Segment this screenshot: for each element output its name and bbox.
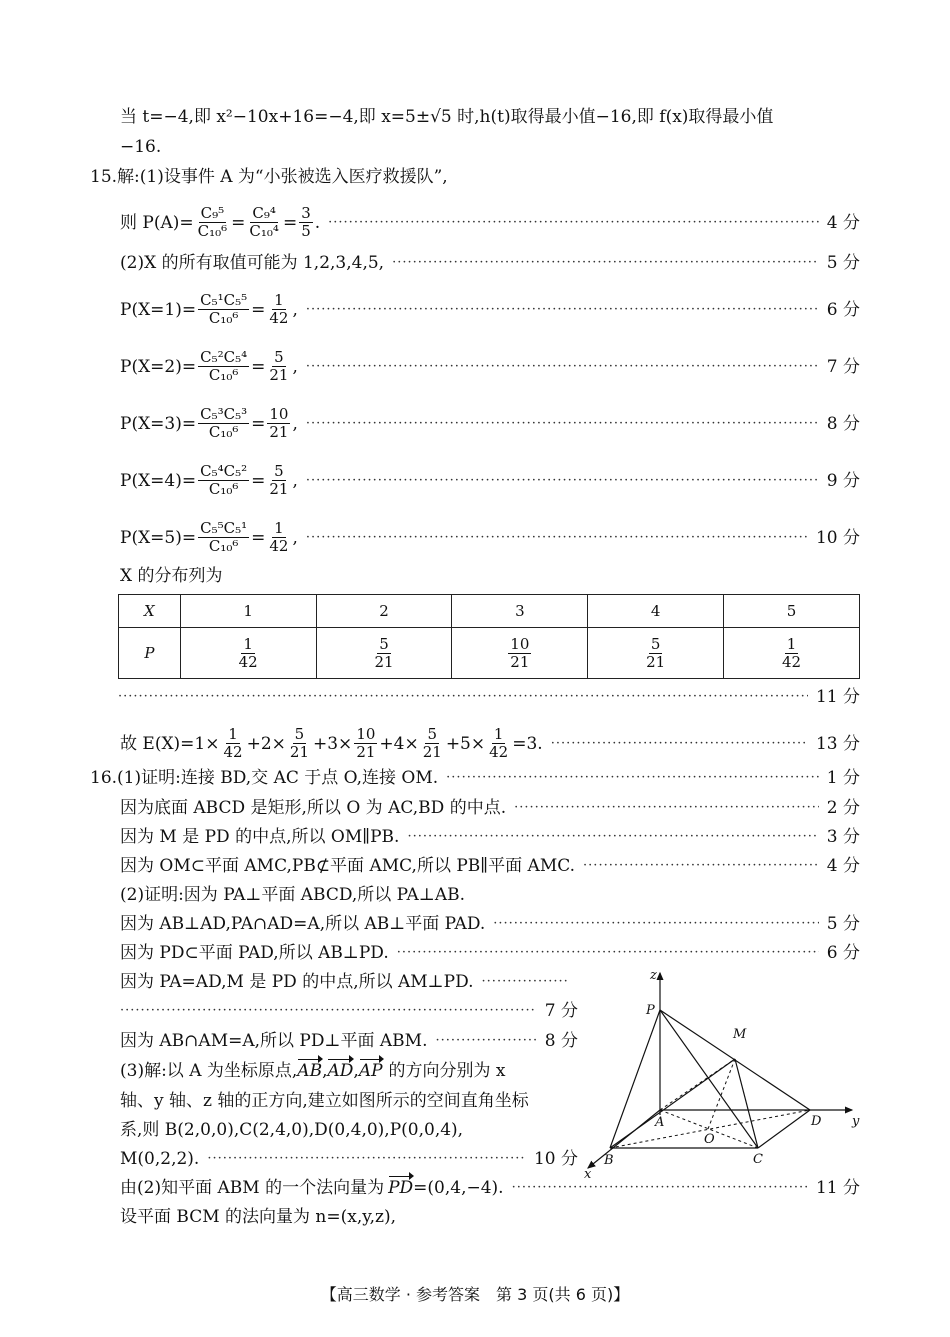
text: P(X=1)= (120, 299, 197, 320)
text: P(X=5)= (120, 527, 197, 548)
table-cell (452, 628, 588, 679)
edge-pb (610, 1010, 660, 1148)
vector-ab: AB (297, 1061, 323, 1081)
text: +4× (379, 733, 419, 754)
pyramid-figure (580, 965, 870, 1180)
answer-line-pa (120, 205, 860, 240)
text: +5× (445, 733, 486, 754)
fraction (267, 520, 290, 555)
answer-line (120, 855, 860, 877)
dot-leader (551, 733, 808, 755)
text: 因为 AB⊥AD,PA∩AD=A,所以 AB⊥平面 PAD. (120, 914, 486, 934)
score: 9 分 (826, 470, 860, 491)
fraction-num: 5 (274, 348, 284, 366)
fraction-num: 10 (356, 725, 376, 743)
text: , (292, 299, 298, 320)
fraction-num: 5 (427, 725, 438, 743)
fraction-den: 21 (356, 743, 376, 761)
score: 6 分 (826, 943, 860, 963)
dot-leader (514, 797, 819, 819)
score: 5 分 (826, 914, 860, 934)
fraction-num: C₉⁵ (200, 204, 225, 222)
table-header-cell: X (119, 595, 181, 628)
fraction (421, 726, 444, 761)
text: 因为 PA=AD,M 是 PD 的中点,所以 AM⊥PD. (120, 972, 474, 992)
dot-leader (306, 527, 808, 549)
text: = (251, 527, 266, 548)
score: 4 分 (826, 212, 860, 233)
fraction-den: 42 (489, 743, 509, 761)
text: . (314, 212, 321, 233)
answer-line (120, 252, 860, 274)
text-line: (2)证明:因为 PA⊥平面 ABCD,所以 PA⊥AB. (120, 885, 465, 905)
fraction-den: 21 (422, 743, 442, 761)
score: 2 分 (826, 798, 860, 818)
fraction (247, 205, 281, 240)
text: +2× (246, 733, 286, 754)
label-m: M (733, 1027, 747, 1042)
score: 7 分 (544, 1001, 578, 1021)
text-line: 轴、y 轴、z 轴的正方向,建立如图所示的空间直角坐标 (120, 1091, 529, 1111)
fraction (267, 292, 290, 327)
fraction-num: 1 (274, 519, 284, 537)
vector-pd: PD (388, 1178, 414, 1198)
text: P(X=4)= (120, 470, 197, 491)
dot-leader (306, 413, 819, 435)
score: 7 分 (826, 356, 860, 377)
fraction-den: C₁₀⁶ (208, 423, 239, 441)
answer-line-px5 (120, 520, 860, 555)
score: 11 分 (815, 1178, 860, 1198)
fraction-den: 21 (289, 743, 309, 761)
answer-line (120, 1030, 578, 1052)
score: 4 分 (826, 856, 860, 876)
dot-leader (392, 252, 819, 274)
table-cell (316, 628, 452, 679)
text: 因为 PD⊂平面 PAD,所以 AB⊥PD. (120, 943, 389, 963)
answer-line-px2 (120, 349, 860, 384)
score: 8 分 (826, 413, 860, 434)
fraction-num: 10 (269, 405, 289, 423)
fraction (487, 726, 510, 761)
answer-line (120, 913, 860, 935)
score: 11 分 (815, 687, 860, 707)
text: 因为底面 ABCD 是矩形,所以 O 为 AC,BD 的中点. (120, 798, 507, 818)
fraction (222, 726, 245, 761)
dot-leader (120, 1000, 537, 1022)
fraction-den: C₁₀⁴ (249, 222, 279, 240)
fraction (299, 205, 313, 240)
fraction-num: 1 (243, 634, 253, 653)
fraction (780, 636, 803, 671)
fraction (198, 349, 249, 384)
answer-line (120, 1148, 578, 1170)
table-header-cell: 4 (588, 595, 724, 628)
answer-line (120, 826, 860, 848)
text: M(0,2,2). (120, 1149, 200, 1169)
text: 16.(1)证明:连接 BD,交 AC 于点 O,连接 OM. (90, 768, 439, 788)
fraction-num: 10 (510, 634, 530, 653)
fraction (198, 406, 249, 441)
fraction-num: 1 (493, 725, 504, 743)
fraction-den: 42 (269, 309, 289, 327)
score: 13 分 (815, 733, 860, 754)
answer-line-px3 (120, 406, 860, 441)
fraction-num: C₅²C₅⁴ (200, 348, 248, 366)
fraction (644, 636, 667, 671)
answer-line (120, 942, 860, 964)
text: = (282, 212, 298, 233)
question-16-heading (90, 767, 860, 789)
label-a: A (655, 1115, 665, 1130)
text: 故 E(X)=1× (120, 733, 220, 754)
dot-leader (118, 686, 808, 708)
table-header-cell: 5 (724, 595, 860, 628)
text: = (251, 413, 266, 434)
text: =(0,4,−4). (413, 1178, 504, 1198)
distribution-table (118, 594, 860, 679)
fraction-num: C₅³C₅³ (200, 405, 248, 423)
vector-ap: AP (358, 1061, 383, 1081)
fraction-den: C₁₀⁶ (208, 366, 239, 384)
answer-line (118, 686, 860, 708)
dot-leader (435, 1030, 536, 1052)
label-p: P (646, 1003, 655, 1018)
score: 1 分 (826, 768, 860, 788)
answer-line (120, 1000, 578, 1022)
dot-leader (306, 470, 819, 492)
dot-leader (407, 826, 818, 848)
text: , (292, 470, 298, 491)
text: (3)解:以 A 为坐标原点, (120, 1061, 298, 1081)
fraction-den: 21 (510, 652, 530, 671)
text-line: 当 t=−4,即 x²−10x+16=−4,即 x=5±√5 时,h(t)取得最小值−16,即 f(x)取得最小值 (120, 107, 774, 127)
edge-cd (758, 1110, 810, 1148)
dot-leader (512, 1177, 808, 1199)
fraction-den: 42 (269, 537, 289, 555)
fraction (237, 636, 260, 671)
fraction-num: 5 (379, 634, 389, 653)
answer-line-px4 (120, 463, 860, 498)
table-header-cell: 2 (316, 595, 452, 628)
text: 因为 AB∩AM=A,所以 PD⊥平面 ABM. (120, 1031, 428, 1051)
fraction-num: C₅¹C₅⁵ (200, 291, 248, 309)
fraction (267, 406, 290, 441)
fraction-den: C₁₀⁶ (197, 222, 228, 240)
fraction-num: C₅⁵C₅¹ (200, 519, 248, 537)
fraction (198, 463, 249, 498)
fraction-num: 1 (786, 634, 797, 653)
label-x: x (584, 1167, 592, 1180)
fraction (354, 726, 377, 761)
fraction-den: 5 (301, 222, 311, 240)
fraction (288, 726, 311, 761)
score: 10 分 (815, 527, 860, 548)
fraction-den: 42 (223, 743, 243, 761)
label-z: z (650, 968, 657, 983)
text: , (292, 527, 298, 548)
x-axis (588, 1110, 660, 1168)
text: P(X=2)= (120, 356, 197, 377)
table-header-cell: 1 (180, 595, 316, 628)
table-row (119, 628, 860, 679)
fraction-num: 3 (301, 204, 311, 222)
text-line: 系,则 B(2,0,0),C(2,4,0),D(0,4,0),P(0,0,4), (120, 1120, 464, 1140)
edge-bm (610, 1059, 735, 1148)
text: 则 P(A)= (120, 212, 194, 233)
table-cell (588, 628, 724, 679)
text: , (292, 413, 298, 434)
fraction-num: C₉⁴ (252, 204, 276, 222)
score: 6 分 (826, 299, 860, 320)
answer-line (120, 797, 860, 819)
text: (2)X 的所有取值可能为 1,2,3,4,5, (120, 253, 385, 273)
fraction-den: 21 (269, 366, 289, 384)
dot-leader (306, 299, 819, 321)
text: = (251, 299, 266, 320)
text-line: (3)解:以 A 为坐标原点, AB , AD , AP 的方向分别为 x (120, 1061, 506, 1081)
dot-leader (482, 971, 570, 993)
answer-line-expectation (120, 726, 860, 761)
fraction (196, 205, 230, 240)
text: 因为 OM⊂平面 AMC,PB⊄平面 AMC,所以 PB∥平面 AMC. (120, 856, 576, 876)
text: 的方向分别为 x (388, 1061, 506, 1081)
fraction-num: 5 (274, 462, 284, 480)
fraction-den: C₁₀⁶ (208, 537, 239, 555)
fraction-num: C₅⁴C₅² (200, 462, 248, 480)
question-15-heading: 15.解:(1)设事件 A 为“小张被选入医疗救援队”, (90, 167, 448, 187)
fraction (508, 636, 531, 671)
fraction-den: C₁₀⁶ (208, 309, 239, 327)
text: = (231, 212, 246, 233)
fraction-den: C₁₀⁶ (208, 480, 239, 498)
text: 因为 M 是 PD 的中点,所以 OM∥PB. (120, 827, 400, 847)
text: , (292, 356, 298, 377)
score: 10 分 (533, 1149, 578, 1169)
fraction-den: 42 (782, 652, 802, 671)
fraction-num: 1 (228, 725, 238, 743)
distribution-title: X 的分布列为 (120, 566, 223, 586)
fraction (198, 520, 249, 555)
label-b: B (604, 1153, 614, 1168)
score: 3 分 (826, 827, 860, 847)
fraction-num: 1 (274, 291, 284, 309)
fraction (267, 463, 290, 498)
label-o: O (704, 1132, 715, 1147)
fraction-den: 21 (646, 652, 666, 671)
text: P(X=3)= (120, 413, 197, 434)
fraction-num: 5 (650, 634, 661, 653)
table-header-cell: 3 (452, 595, 588, 628)
fraction-den: 21 (269, 423, 289, 441)
fraction-den: 21 (269, 480, 289, 498)
answer-line (120, 1177, 860, 1199)
text: = (251, 356, 266, 377)
dot-leader (328, 212, 819, 234)
fraction (198, 292, 249, 327)
vector-ad: AD (327, 1061, 354, 1081)
label-d: D (811, 1114, 822, 1129)
fraction (267, 349, 290, 384)
text-line: −16. (120, 137, 162, 157)
table-row (119, 595, 860, 628)
fraction-den: 21 (374, 652, 394, 671)
score: 5 分 (826, 253, 860, 273)
text: =3. (512, 733, 543, 754)
fraction-num: 5 (294, 725, 305, 743)
dot-leader (583, 855, 819, 877)
text: +3× (313, 733, 353, 754)
page-footer: 【高三数学 · 参考答案 第 3 页(共 6 页)】 (320, 1285, 630, 1304)
fraction-den: 42 (238, 652, 258, 671)
label-y: y (852, 1114, 860, 1129)
text: 由(2)知平面 ABM 的一个法向量为 (120, 1178, 385, 1198)
table-cell (180, 628, 316, 679)
dot-leader (493, 913, 819, 935)
dot-leader (306, 356, 819, 378)
answer-line (120, 971, 578, 993)
dot-leader (397, 942, 819, 964)
edge-om (708, 1059, 735, 1129)
dot-leader (446, 767, 819, 789)
table-cell (724, 628, 860, 679)
text-line: 设平面 BCM 的法向量为 n=(x,y,z), (120, 1207, 396, 1227)
fraction (372, 636, 395, 671)
dot-leader (207, 1148, 526, 1170)
score: 8 分 (544, 1031, 578, 1051)
answer-line-px1 (120, 292, 860, 327)
table-row-label: P (119, 628, 181, 679)
label-c: C (753, 1152, 763, 1167)
text: = (251, 470, 266, 491)
